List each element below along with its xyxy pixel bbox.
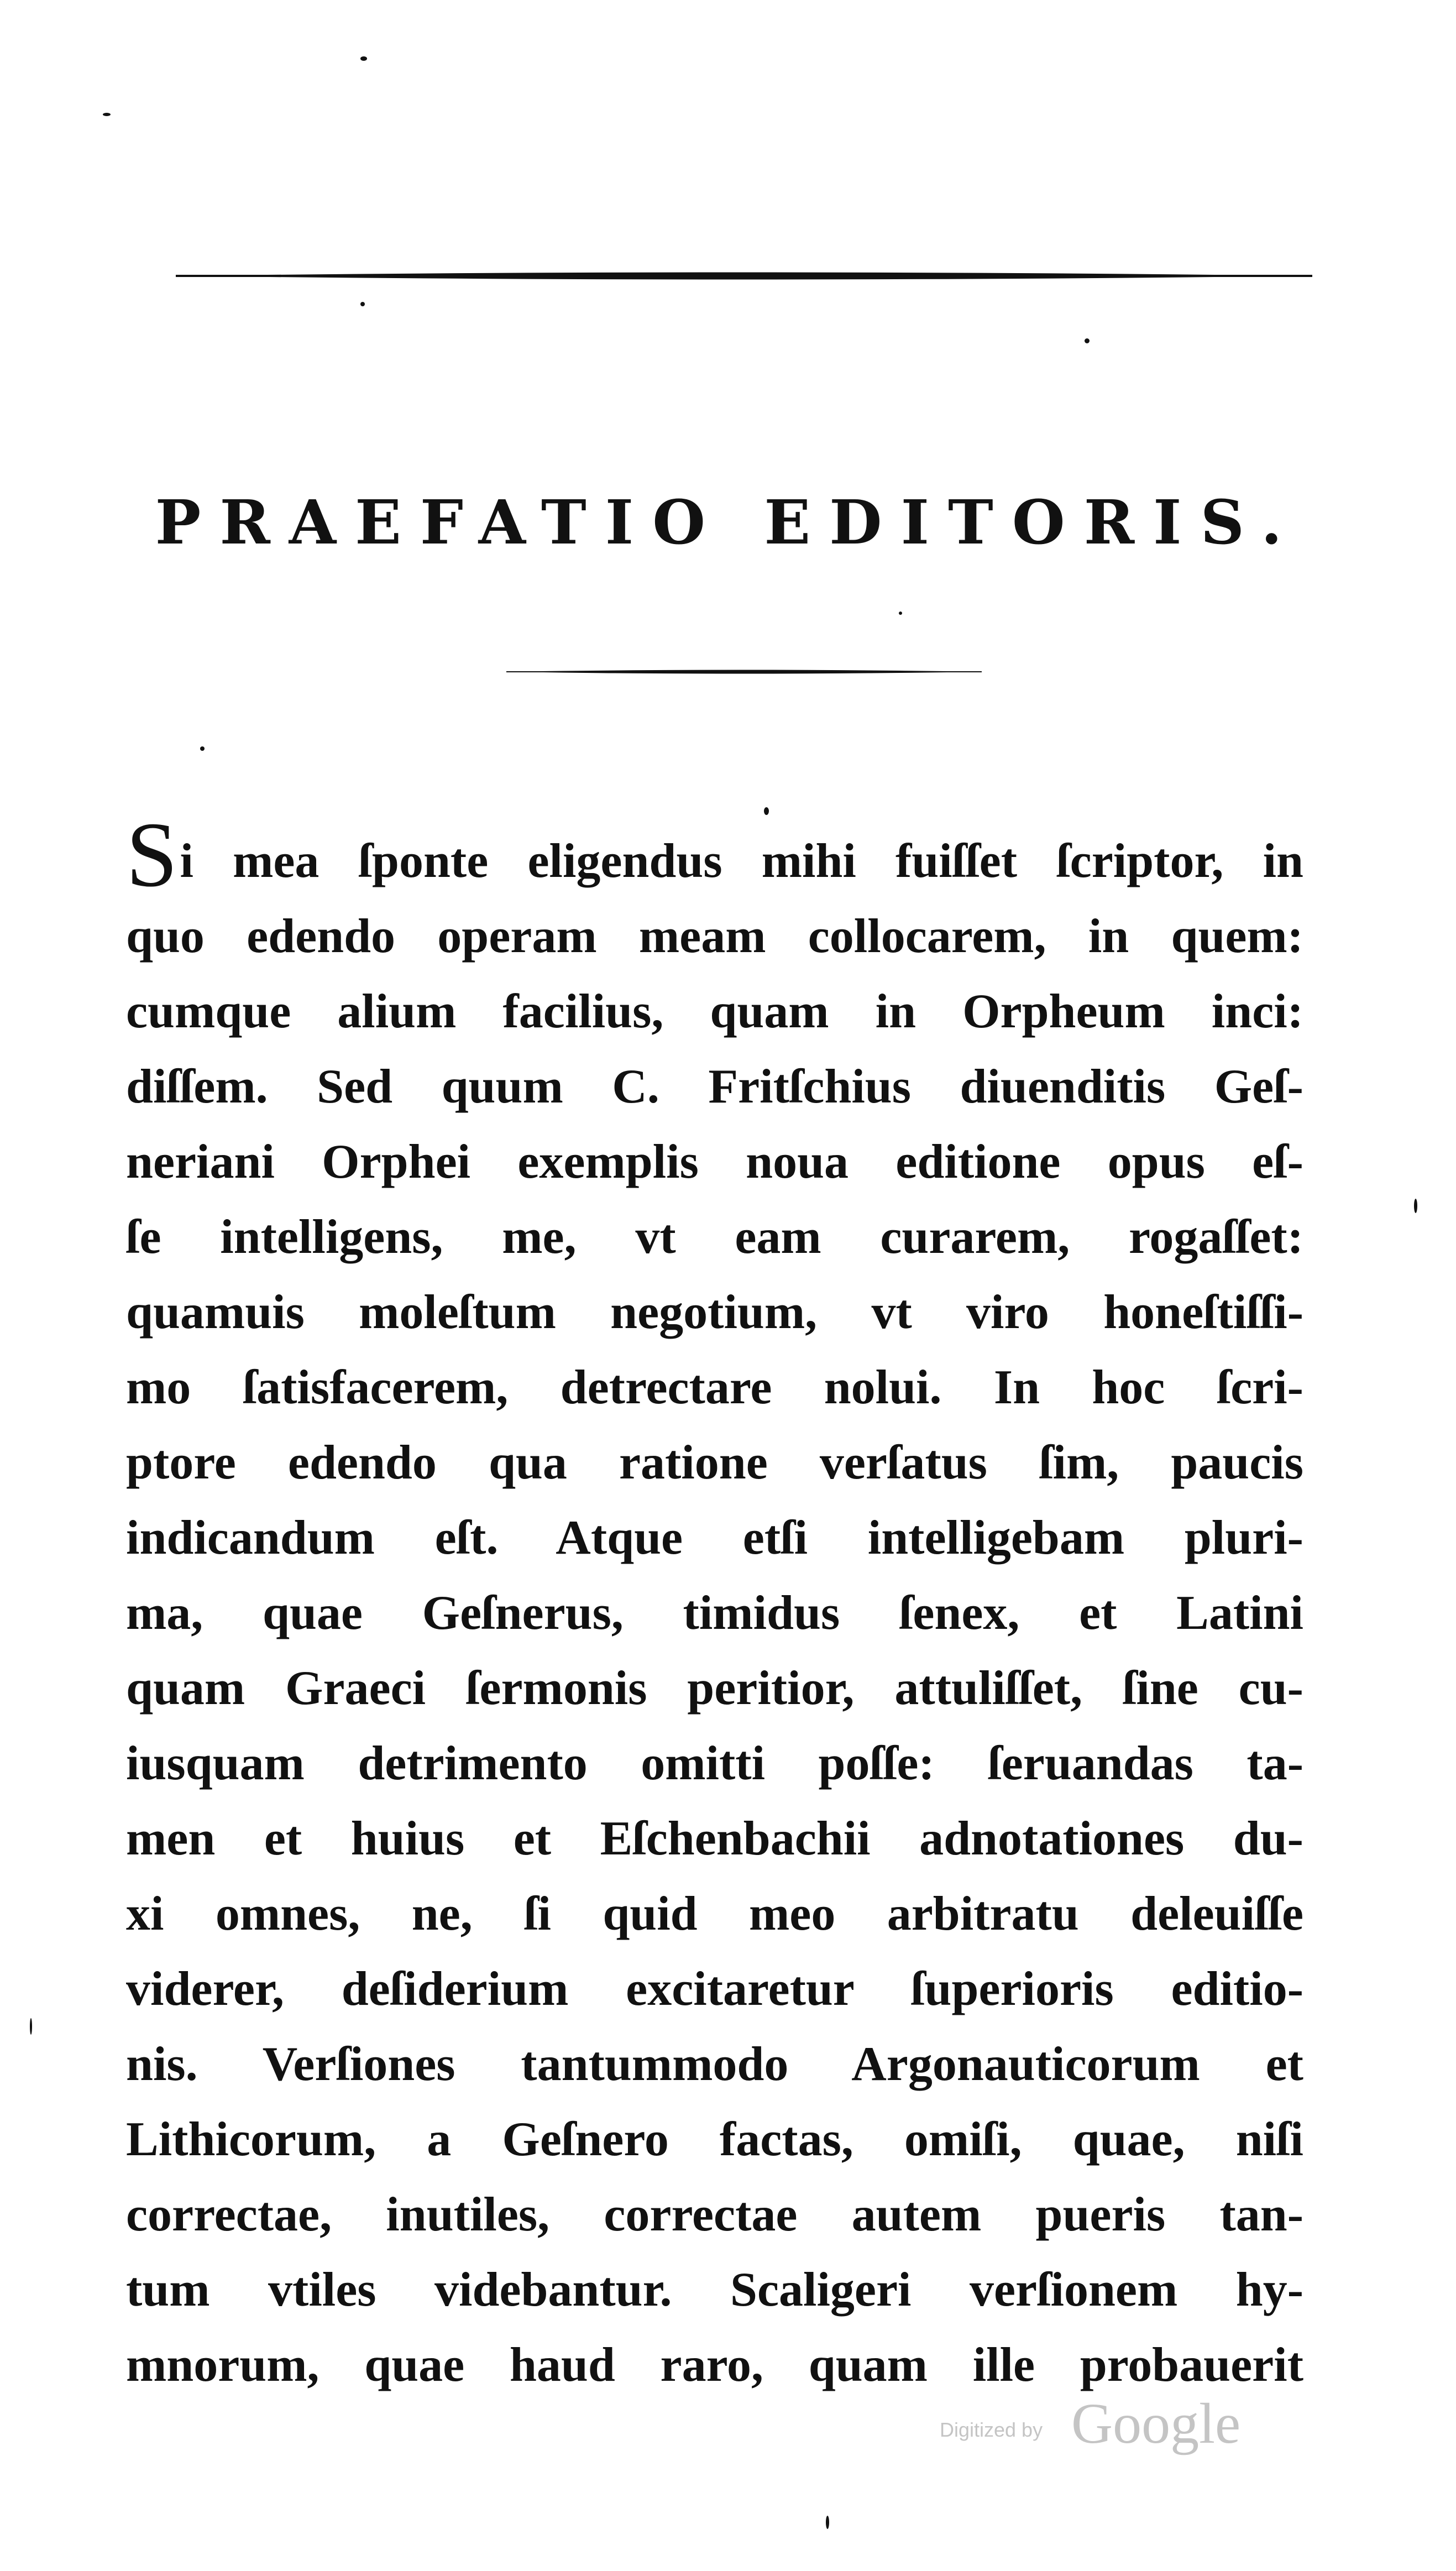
scan-speck — [200, 746, 205, 751]
body-line: men et huius et Eſchenbachii adnotationes du- — [126, 1812, 1303, 1865]
google-logo: Google — [1071, 2392, 1241, 2455]
body-line: mnorum, quae haud raro, quam ille probauerit — [126, 2338, 1303, 2392]
scan-speck — [360, 302, 365, 306]
scan-speck — [360, 56, 367, 61]
body-line: nis. Verſiones tantummodo Argonauticorum et — [126, 2037, 1303, 2091]
body-line: diſſem. Sed quum C. Fritſchius diuenditis Geſ- — [126, 1060, 1303, 1114]
body-line: ſe intelligens, me, vt eam curarem, rogaſſet: — [126, 1210, 1303, 1264]
scan-speck — [899, 612, 902, 615]
body-line: mo ſatisfacerem, detrectare nolui. In hoc ſcri- — [126, 1361, 1303, 1414]
drop-cap: S — [126, 803, 178, 906]
body-line: ptore edendo qua ratione verſatus ſim, paucis — [126, 1436, 1303, 1490]
scan-speck — [764, 807, 769, 815]
body-line: tum vtiles videbantur. Scaligeri verſionem hy- — [126, 2263, 1303, 2317]
scan-speck — [30, 2018, 32, 2035]
scan-speck — [1085, 338, 1090, 343]
page-title: PRAEFATIO EDITORIS. — [155, 487, 1301, 558]
body-line: indicandum eſt. Atque etſi intelligebam pluri- — [126, 1511, 1303, 1565]
divider-rule — [506, 668, 982, 676]
body-line: correctae, inutiles, correctae autem pueris tan- — [126, 2188, 1303, 2241]
body-line: quo edendo operam meam collocarem, in quem: — [126, 910, 1303, 963]
scan-speck — [103, 113, 111, 116]
body-line: quam Graeci ſermonis peritior, attuliſſet, ſine cu- — [126, 1661, 1303, 1715]
body-line: quamuis moleſtum negotium, vt viro honeſtiſſi- — [126, 1286, 1303, 1339]
preface-body — [126, 803, 1303, 2403]
scan-speck — [826, 2516, 829, 2529]
top-rule — [176, 270, 1312, 282]
digitized-watermark — [940, 2387, 1249, 2454]
scan-speck — [1414, 1199, 1417, 1213]
body-line-1 — [126, 803, 1303, 906]
body-line: ma, quae Geſnerus, timidus ſenex, et Latini — [126, 1586, 1303, 1640]
body-line-text: i mea ſponte eligendus mihi fuiſſet ſcriptor, in — [180, 834, 1303, 888]
body-line: xi omnes, ne, ſi quid meo arbitratu deleuiſſe — [126, 1887, 1303, 1941]
body-line: iusquam detrimento omitti poſſe: ſeruandas ta- — [126, 1737, 1303, 1790]
watermark-prefix: Digitized by — [940, 2418, 1043, 2441]
body-line: viderer, deſiderium excitaretur ſuperioris editio- — [126, 1962, 1303, 2016]
body-line: cumque alium facilius, quam in Orpheum inci: — [126, 985, 1303, 1038]
body-line: Lithicorum, a Geſnero factas, omiſi, quae, niſi — [126, 2113, 1303, 2166]
body-line: neriani Orphei exemplis noua editione opus eſ- — [126, 1135, 1303, 1189]
